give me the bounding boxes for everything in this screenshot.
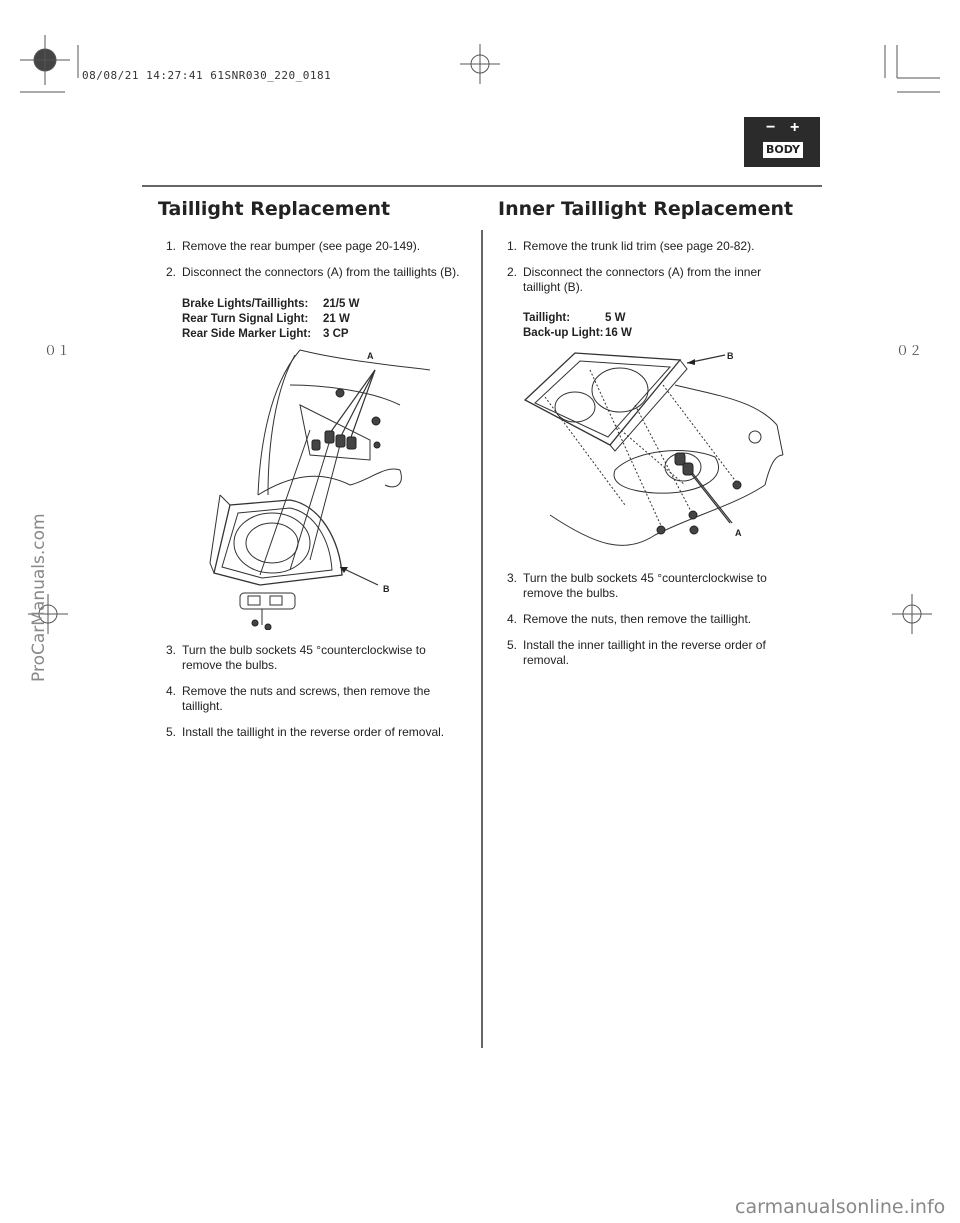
footer-watermark: carmanualsonline.info [735,1196,946,1218]
label-a: A [735,528,742,538]
left-bulb-specs [182,297,359,342]
step-item: 5. Install the inner taillight in the reverse order of removal. [506,638,766,667]
step-item: 3. Turn the bulb sockets 45 °counterclockwise to remove the bulbs. [506,571,767,600]
spec-row: Brake Lights/Taillights: 21/5 W [182,298,360,310]
step-item: 4. Remove the nuts, then remove the taillight. [506,612,752,626]
step-item: 3. Turn the bulb sockets 45 °counterclockwise to remove the bulbs. [165,643,426,672]
step-item: 4. Remove the nuts and screws, then remove the taillight. [165,684,431,713]
taillight-diagram [200,345,440,630]
right-steps-after [499,571,799,668]
minus-icon: − [766,119,776,136]
inner-taillight-diagram [515,345,790,560]
label-a: A [367,351,374,361]
spec-row: Rear Side Marker Light: 3 CP [182,328,349,340]
spec-row: Taillight: 5 W [523,312,626,324]
label-b: B [727,351,734,361]
left-section-title: Taillight Replacement [158,198,391,220]
page-mark-right: ０２ [896,344,923,359]
spec-row: Rear Turn Signal Light: 21 W [182,313,350,325]
step-item: 1. Remove the rear bumper (see page 20-149). [165,239,421,253]
right-section-title: Inner Taillight Replacement [498,198,794,220]
section-badge [744,117,820,167]
left-steps-before [158,239,478,280]
right-steps-before [499,239,799,295]
badge-label: BODY [763,142,803,158]
step-item: 1. Remove the trunk lid trim (see page 20-82). [506,239,755,253]
left-steps-after [158,643,478,740]
label-b: B [383,584,390,594]
step-item: 2. Disconnect the connectors (A) from the taillights (B). [165,265,460,279]
print-timestamp: 08/08/21 14:27:41 61SNR030_220_0181 [82,69,332,82]
step-item: 5. Install the taillight in the reverse order of removal. [165,725,445,739]
page-mark-left: ０１ [44,344,71,359]
side-watermark: ProCarManuals.com [29,513,49,682]
plus-icon: + [790,119,800,136]
right-bulb-specs [523,311,632,341]
step-item: 2. Disconnect the connectors (A) from the inner taillight (B). [506,265,762,294]
spec-row: Back-up Light: 16 W [523,327,632,339]
